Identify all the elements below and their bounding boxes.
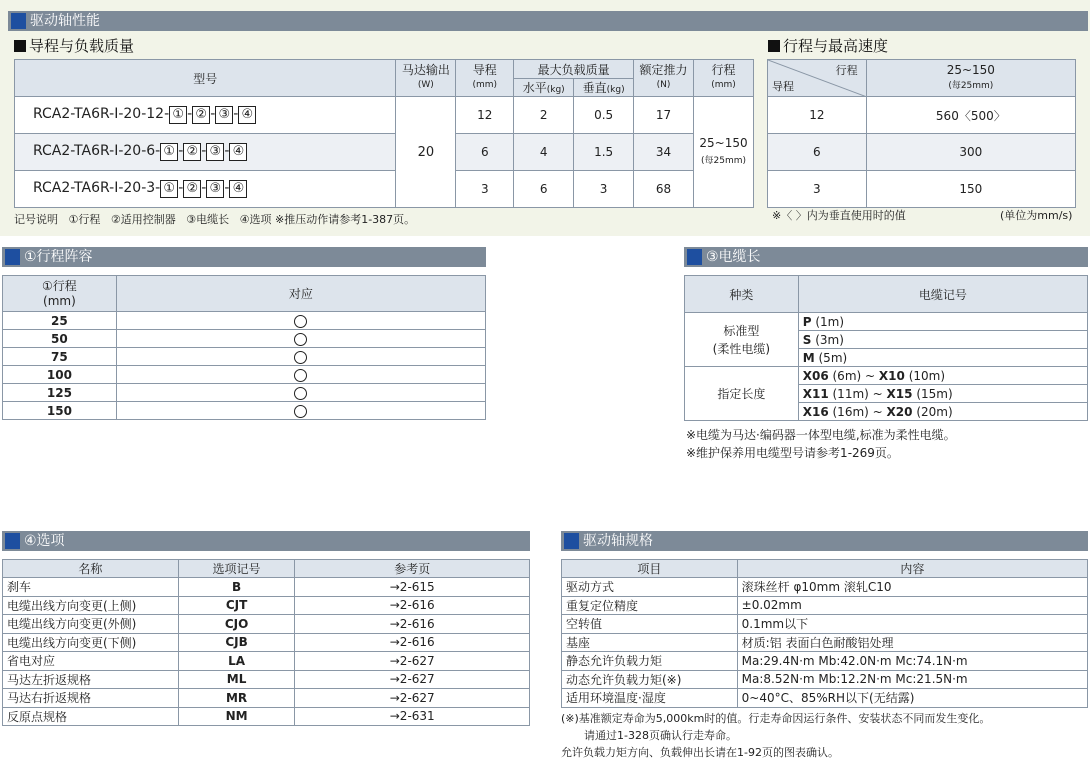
corner-cell: 行程 导程 <box>768 60 867 97</box>
table-row: 静态允许负载力矩 Ma:29.4N·m Mb:42.0N·m Mc:74.1N·m <box>562 652 1088 671</box>
table-row: 100 <box>3 366 486 384</box>
model-cell: RCA2-TA6R-I-20-3- ① - ② - ③ - ④ <box>15 171 396 208</box>
model-cell: RCA2-TA6R-I-20-12- ① - ② - ③ - ④ <box>15 97 396 134</box>
model-cell: RCA2-TA6R-I-20-6- ① - ② - ③ - ④ <box>15 134 396 171</box>
section-marker-icon <box>564 533 579 549</box>
table-row <box>15 97 754 134</box>
section-bar-options: ④选项 <box>2 531 530 551</box>
header-model: 型号 <box>15 60 396 97</box>
table-row: 50 <box>3 330 486 348</box>
stroke-table <box>2 275 486 420</box>
options-table <box>2 559 530 726</box>
table-row: 适用环境温度·湿度 0~40°C、85%RH以下(无结露) <box>562 689 1088 708</box>
header-type: 种类 <box>685 276 799 313</box>
table-row: 基座 材质:铝 表面白色耐酸铝处理 <box>562 633 1088 652</box>
table-row: 刹车 B →2-615 <box>3 578 530 597</box>
speed-lead: 12 <box>768 97 867 134</box>
horizontal-cell: 6 <box>514 171 574 208</box>
table-row: 电缆出线方向变更(上侧) CJT →2-616 <box>3 596 530 615</box>
thrust-cell: 34 <box>634 134 694 171</box>
table-row: 125 <box>3 384 486 402</box>
circle-icon <box>294 369 307 382</box>
speed-col-header: 25~150 (每25mm) <box>866 60 1075 97</box>
header-option-code: 选项记号 <box>178 560 295 578</box>
header-name: 名称 <box>3 560 179 578</box>
section-bar-performance <box>8 11 1088 31</box>
header-horizontal: 水平(kg) <box>514 79 574 97</box>
header-code: 电缆记号 <box>798 276 1087 313</box>
stroke-value: 25~150 (每25mm) <box>693 97 753 208</box>
circle-icon <box>294 315 307 328</box>
section-bar-stroke: ①行程阵容 <box>2 247 486 267</box>
legend-line: 记号说明 ①行程 ②适用控制器 ③电缆长 ④选项 ※推压动作请参考1-387页。 <box>14 213 416 226</box>
table-row: 75 <box>3 348 486 366</box>
table-row: 空转值 0.1mm以下 <box>562 615 1088 634</box>
vertical-cell: 3 <box>574 171 634 208</box>
table-row: 电缆出线方向变更(外侧) CJO →2-616 <box>3 615 530 634</box>
table-row: 指定长度 X06 (6m) ~ X10 (10m) <box>685 367 1088 385</box>
table-row: 反原点规格 NM →2-631 <box>3 707 530 726</box>
table-row: X11 (11m) ~ X15 (15m) <box>685 385 1088 403</box>
table-row: 150 <box>3 402 486 420</box>
cable-note-2: ※维护保养用电缆型号请参考1-269页。 <box>686 446 899 460</box>
square-bullet-icon <box>14 40 26 52</box>
header-thrust: 额定推力 (N) <box>634 60 694 97</box>
motor-value: 20 <box>396 97 456 208</box>
circle-icon <box>294 351 307 364</box>
table-row <box>768 134 1076 171</box>
circle-icon <box>294 333 307 346</box>
header-support: 对应 <box>116 276 485 312</box>
standard-type: 标准型 (柔性电缆) <box>685 313 799 367</box>
header-item: 项目 <box>562 560 738 578</box>
table-row: M (5m) <box>685 349 1088 367</box>
table-row: 25 <box>3 312 486 330</box>
table-row <box>15 171 754 208</box>
speed-lead: 3 <box>768 171 867 208</box>
speed-heading: 行程与最高速度 <box>768 37 888 55</box>
load-heading: 导程与负载质量 <box>14 37 134 55</box>
specified-length: 指定长度 <box>685 367 799 421</box>
thrust-cell: 17 <box>634 97 694 134</box>
table-row: 标准型 (柔性电缆) P (1m) <box>685 313 1088 331</box>
table-row <box>768 97 1076 134</box>
section-marker-icon <box>687 249 702 265</box>
section-bar-cable: ③电缆长 <box>684 247 1088 267</box>
spec-note-1: (※)基准额定寿命为5,000km时的值。行走寿命因运行条件、安装状态不同而发生变化。 <box>561 712 991 725</box>
speed-value: 560〈500〉 <box>866 97 1075 134</box>
vertical-cell: 1.5 <box>574 134 634 171</box>
horizontal-cell: 2 <box>514 97 574 134</box>
speed-value: 150 <box>866 171 1075 208</box>
header-vertical: 垂直(kg) <box>574 79 634 97</box>
speed-unit: (单位为mm/s) <box>1000 209 1073 222</box>
speed-note: ※〈 〉内为垂直使用时的值 <box>772 209 906 222</box>
table-row <box>768 171 1076 208</box>
table-row: 电缆出线方向变更(下侧) CJB →2-616 <box>3 633 530 652</box>
table-row: 马达右折返规格 MR →2-627 <box>3 689 530 708</box>
table-row: S (3m) <box>685 331 1088 349</box>
section-marker-icon <box>5 249 20 265</box>
thrust-cell: 68 <box>634 171 694 208</box>
header-motor: 马达输出 (W) <box>396 60 456 97</box>
spec-note-3: 允许负载力矩方向、负载伸出长请在1-92页的图表确认。 <box>561 746 839 759</box>
header-content: 内容 <box>737 560 1087 578</box>
table-row <box>15 134 754 171</box>
header-max-load: 最大负载质量 <box>514 60 634 79</box>
circle-icon <box>294 387 307 400</box>
table-row: X16 (16m) ~ X20 (20m) <box>685 403 1088 421</box>
spec-table <box>561 559 1088 708</box>
header-lead: 导程 (mm) <box>456 60 514 97</box>
section-bar-spec: 驱动轴规格 <box>561 531 1088 551</box>
header-stroke: 行程 (mm) <box>693 60 753 97</box>
horizontal-cell: 4 <box>514 134 574 171</box>
speed-value: 300 <box>866 134 1075 171</box>
lead-cell: 3 <box>456 171 514 208</box>
speed-table <box>767 59 1076 208</box>
cable-table <box>684 275 1088 421</box>
load-table <box>14 59 754 208</box>
vertical-cell: 0.5 <box>574 97 634 134</box>
table-row: 马达左折返规格 ML →2-627 <box>3 670 530 689</box>
section-title: 驱动轴性能 <box>30 13 100 29</box>
square-bullet-icon <box>768 40 780 52</box>
header-stroke: ①行程 (mm) <box>3 276 117 312</box>
circle-icon <box>294 405 307 418</box>
header-ref-page: 参考页 <box>295 560 530 578</box>
lead-cell: 6 <box>456 134 514 171</box>
table-row: 重复定位精度 ±0.02mm <box>562 596 1088 615</box>
section-marker-icon <box>5 533 20 549</box>
cable-note-1: ※电缆为马达·编码器一体型电缆,标准为柔性电缆。 <box>686 428 956 442</box>
table-row: 驱动方式 滚珠丝杆 φ10mm 滚轧C10 <box>562 578 1088 597</box>
table-row: 动态允许负载力矩(※) Ma:8.52N·m Mb:12.2N·m Mc:21.5N·m <box>562 670 1088 689</box>
table-row: 省电对应 LA →2-627 <box>3 652 530 671</box>
section-marker-icon <box>11 13 26 29</box>
speed-lead: 6 <box>768 134 867 171</box>
spec-note-2: 请通过1-328页确认行走寿命。 <box>584 729 737 742</box>
lead-cell: 12 <box>456 97 514 134</box>
